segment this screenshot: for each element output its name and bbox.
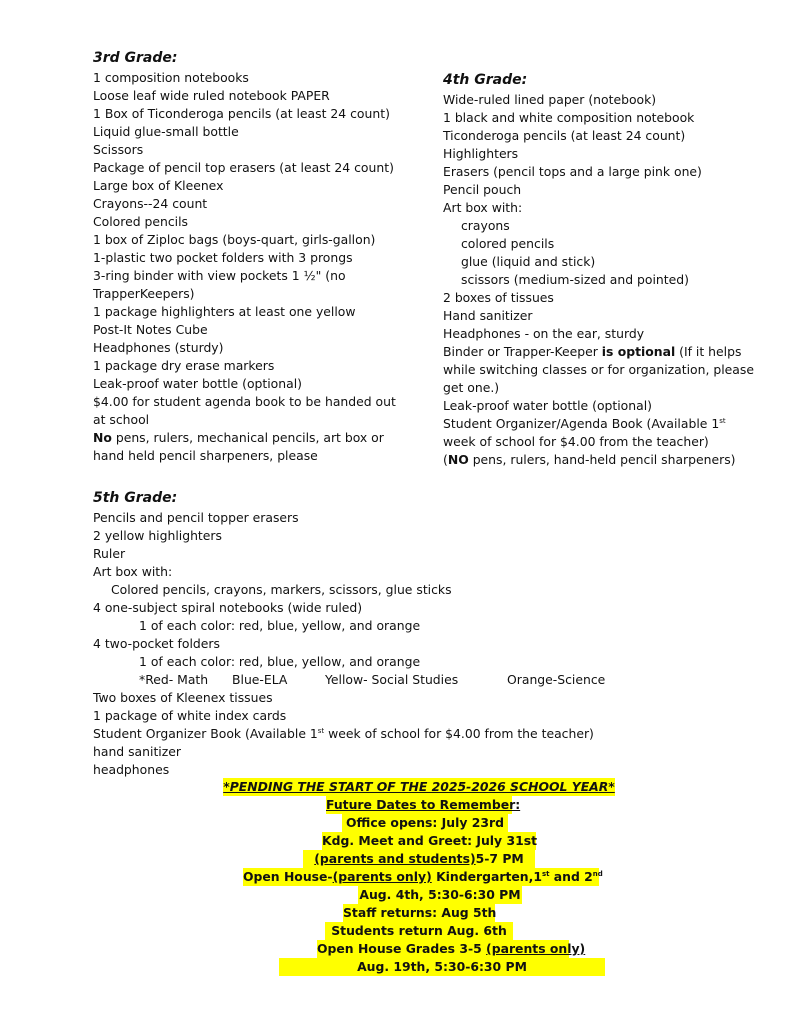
grade5-spiral-colors: 1 of each color: red, blue, yellow, and orange: [139, 618, 421, 633]
supply-item: Colored pencils: [93, 214, 188, 229]
grade3-list: [93, 69, 433, 429]
subject-orange: Orange-Science: [507, 672, 606, 687]
time-5-7: 5-7 PM: [475, 851, 524, 866]
grade4-no-rest: pens, rulers, hand-held pencil sharpeners): [468, 452, 736, 467]
supply-item: 1 package highlighters at least one yellow: [93, 304, 356, 319]
grade4-binder-bold: is optional: [601, 344, 676, 359]
grade4-binder-line-3: get one.): [443, 380, 500, 395]
aug-4-time: Aug. 4th, 5:30-6:30 PM: [359, 887, 521, 902]
supply-item: 1-plastic two pocket folders with 3 prongs: [93, 250, 353, 265]
parents-students: (parents and students): [314, 851, 476, 866]
grade5-subjects-row: [93, 671, 713, 689]
grade4-water: Leak-proof water bottle (optional): [443, 398, 652, 413]
parents-only-1: (parents only): [332, 869, 432, 884]
sup-st: st: [541, 870, 550, 878]
aug-19-time: Aug. 19th, 5:30-6:30 PM: [279, 958, 605, 976]
supply-item: 2 yellow highlighters: [93, 528, 222, 543]
grade5-organizer: [93, 725, 713, 743]
supply-item: Liquid glue-small bottle: [93, 124, 239, 139]
supply-item: 3-ring binder with view pockets 1 ½" (no: [93, 268, 346, 283]
grade4-list-a: [443, 91, 783, 217]
grade4-art-list: [443, 217, 783, 289]
supply-item: Pencils and pencil topper erasers: [93, 510, 299, 525]
grade5-sanitizer: hand sanitizer: [93, 744, 181, 759]
grade4-list-b: [443, 289, 783, 343]
supply-item: Art box with:: [93, 564, 173, 579]
subject-yellow: Yellow- Social Studies: [325, 672, 459, 687]
grade3-no-rest-1: pens, rulers, mechanical pencils, art box or: [111, 430, 384, 445]
subject-red: *Red- Math: [139, 672, 209, 687]
open-house-b: Kindergarten,1: [431, 869, 542, 884]
art-box-item: glue (liquid and stick): [461, 254, 596, 269]
supply-item: Pencil pouch: [443, 182, 522, 197]
grade5-folders: 4 two-pocket folders: [93, 636, 220, 651]
parents-only-2: (parents only): [486, 941, 586, 956]
grade3-section: [93, 49, 433, 465]
supply-item: TrapperKeepers): [93, 286, 195, 301]
grade5-spiral: 4 one-subject spiral notebooks (wide ruled): [93, 600, 363, 615]
grade5-index: 1 package of white index cards: [93, 708, 287, 723]
supply-item: Ruler: [93, 546, 126, 561]
art-box-item: colored pencils: [461, 236, 555, 251]
grade5-art-line: Colored pencils, crayons, markers, scissors, glue sticks: [111, 582, 452, 597]
grade5-section: [93, 489, 713, 779]
open-house-k2: [243, 868, 603, 886]
oh35-a: Open House Grades 3-5: [317, 941, 487, 956]
supply-item: Post-It Notes Cube: [93, 322, 208, 337]
supply-item: 1 box of Ziploc bags (boys-quart, girls-gallon): [93, 232, 376, 247]
subject-blue: Blue-ELA: [232, 672, 288, 687]
and-2: and 2: [549, 869, 593, 884]
grade4-binder-line-2: while switching classes or for organization, please: [443, 362, 754, 377]
grade5-kleenex: Two boxes of Kleenex tissues: [93, 690, 273, 705]
supply-item: Erasers (pencil tops and a large pink one): [443, 164, 702, 179]
art-box-item: scissors (medium-sized and pointed): [461, 272, 689, 287]
grade5-list-a: [93, 509, 713, 581]
supply-item: Package of pencil top erasers (at least 24 count): [93, 160, 394, 175]
pending-text: *PENDING THE START OF THE 2025-2026 SCHOOL YEAR*: [223, 779, 615, 794]
grade3-no-line-1: [93, 429, 433, 447]
supply-item: Art box with:: [443, 200, 523, 215]
pending-notice: [223, 778, 615, 796]
grade4-organizer-line-2: week of school for $4.00 from the teacher): [443, 434, 709, 449]
supply-item: 1 package dry erase markers: [93, 358, 275, 373]
grade4-binder-line-1: [443, 343, 783, 361]
grade5-folder-colors: 1 of each color: red, blue, yellow, and orange: [139, 654, 421, 669]
grade4-no-line: [443, 451, 783, 469]
supply-item: Hand sanitizer: [443, 308, 533, 323]
staff-returns: Staff returns: Aug 5th: [343, 905, 497, 920]
supply-item: 1 Box of Ticonderoga pencils (at least 24 count): [93, 106, 390, 121]
grade5-organizer-b: week of school for $4.00 from the teacher): [324, 726, 594, 741]
grade4-no-word: NO: [447, 452, 469, 467]
grade4-heading: 4th Grade:: [443, 72, 528, 88]
grade5-headphones: headphones: [93, 762, 170, 777]
supply-item: Scissors: [93, 142, 144, 157]
grade4-section: [443, 71, 783, 469]
future-dates-text: Future Dates to Remember:: [326, 797, 521, 812]
supply-item: Loose leaf wide ruled notebook PAPER: [93, 88, 330, 103]
supply-item: 2 boxes of tissues: [443, 290, 554, 305]
supply-item: Headphones - on the ear, sturdy: [443, 326, 645, 341]
grade4-organizer-sup: st: [719, 417, 726, 425]
grade3-no-word: No: [93, 430, 112, 445]
grade4-organizer-a: Student Organizer/Agenda Book (Available 1: [443, 416, 720, 431]
grade5-heading: 5th Grade:: [93, 490, 178, 506]
supply-item: 1 composition notebooks: [93, 70, 249, 85]
sup-nd: nd: [592, 870, 603, 878]
supply-item: Crayons--24 count: [93, 196, 208, 211]
supply-item: Highlighters: [443, 146, 519, 161]
grade3-heading: 3rd Grade:: [93, 50, 178, 66]
grade4-organizer-line-1: [443, 415, 783, 433]
supply-item: Ticonderoga pencils (at least 24 count): [443, 128, 686, 143]
grade5-organizer-a: Student Organizer Book (Available 1: [93, 726, 318, 741]
supply-item: Leak-proof water bottle (optional): [93, 376, 302, 391]
grade4-binder-a: Binder or Trapper-Keeper: [443, 344, 602, 359]
open-house-a: Open House-: [243, 869, 333, 884]
students-return: Students return Aug. 6th: [325, 922, 513, 940]
supply-item: at school: [93, 412, 150, 427]
grade4-no-open: (: [443, 452, 448, 467]
open-house-3-5: [317, 940, 586, 958]
supply-item: Large box of Kleenex: [93, 178, 224, 193]
grade4-binder-b: (If it helps: [675, 344, 742, 359]
future-dates-heading: [326, 796, 521, 814]
supply-item: 1 black and white composition notebook: [443, 110, 695, 125]
art-box-item: crayons: [461, 218, 510, 233]
office-opens: Office opens: July 23rd: [342, 814, 508, 832]
grade3-no-line-2: hand held pencil sharpeners, please: [93, 448, 318, 463]
kdg-time: [303, 850, 535, 868]
grade5-organizer-sup: st: [317, 727, 325, 735]
kdg-meet-greet: Kdg. Meet and Greet: July 31st: [322, 833, 537, 848]
supply-item: Headphones (sturdy): [93, 340, 224, 355]
supply-item: $4.00 for student agenda book to be handed out: [93, 394, 396, 409]
supply-item: Wide-ruled lined paper (notebook): [443, 92, 657, 107]
